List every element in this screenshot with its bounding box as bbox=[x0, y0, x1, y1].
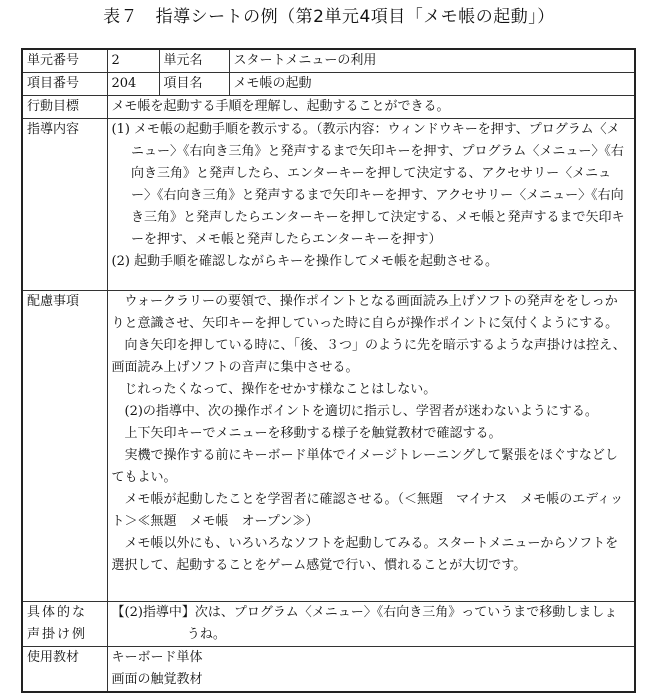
content-item-2: (2) 起動手順を確認しながらキーを操作してメモ帳を起動させる。 bbox=[111, 254, 499, 269]
row-voice-example bbox=[22, 602, 635, 647]
value-behavior-goal: メモ帳を起動する手順を理解し、起動することができる。 bbox=[107, 96, 635, 119]
value-unit-name: スタートメニューの利用 bbox=[229, 49, 635, 73]
label-item-name: 項目名 bbox=[159, 73, 229, 96]
value-item-name: メモ帳の起動 bbox=[229, 73, 635, 96]
label-voice-example-line2: 声掛け例 bbox=[27, 627, 88, 642]
value-materials bbox=[107, 647, 635, 693]
consideration-paragraph: (2)の指導中、次の操作ポイントを適切に指示し、学習者が迷わないようにする。 bbox=[124, 404, 598, 419]
row-item-number bbox=[22, 73, 635, 96]
consideration-paragraph: 実機で操作する前にキーボード単体でイメージトレーニングして緊張をほぐすなどしてもよい。 bbox=[111, 448, 618, 485]
label-voice-example-line1: 具体的な bbox=[27, 605, 88, 620]
value-item-number: 204 bbox=[107, 73, 159, 96]
label-unit-number: 単元番号 bbox=[22, 49, 107, 73]
value-unit-number: 2 bbox=[107, 49, 159, 73]
label-instruction-content: 指導内容 bbox=[22, 119, 107, 291]
guidance-sheet-table bbox=[21, 48, 636, 693]
label-behavior-goal: 行動目標 bbox=[22, 96, 107, 119]
value-voice-example bbox=[107, 602, 635, 647]
label-materials: 使用教材 bbox=[22, 647, 107, 693]
page-title: 表７ 指導シートの例（第2単元4項目「メモ帳の起動」） bbox=[103, 7, 555, 27]
row-considerations bbox=[22, 291, 635, 602]
row-instruction-content bbox=[22, 119, 635, 291]
content-item-1: (1) メモ帳の起動手順を教示する。（教示内容：ウィンドウキーを押す、プログラム〈メニュー〉《右向き三角》と発声するまで矢印キーを押す、プログラム〈メニュー〉《右向き三角》と発声したら、エンターキーを押して決定する、アクセサリー〈メニュー〉《右向き三角》と発声するまで矢印キーを押す、アクセサリー〈メニュー〉《右向き三角》と発声したらエンターキーを押して決定する、メモ帳と発声するまで矢印キーを押す、メモ帳と発声したらエンターキーを押す） bbox=[111, 122, 625, 247]
label-considerations: 配慮事項 bbox=[22, 291, 107, 602]
consideration-paragraph: ウォークラリーの要領で、操作ポイントとなる画面読み上げソフトの発声ををしっかりと意識させ、矢印キーを押していった時に自らが操作ポイントに気付くようにする。 bbox=[111, 294, 619, 331]
value-instruction-content bbox=[107, 119, 635, 291]
consideration-paragraph: 向き矢印を押している時に、「後、３つ」のように先を暗示するような声掛けは控え、画面読み上げソフトの音声に集中させる。 bbox=[111, 338, 626, 375]
label-voice-example bbox=[22, 602, 107, 647]
row-materials bbox=[22, 647, 635, 693]
row-behavior-goal bbox=[22, 96, 635, 119]
consideration-paragraph: メモ帳以外にも、いろいろなソフトを起動してみる。スタートメニューからソフトを選択して、起動することをゲーム感覚で行い、慣れることが大切です。 bbox=[111, 536, 619, 573]
material-item: 画面の触覚教材 bbox=[111, 672, 203, 687]
consideration-paragraph: 上下矢印キーでメニューを移動する様子を触覚教材で確認する。 bbox=[124, 426, 502, 441]
row-unit-number bbox=[22, 49, 635, 73]
consideration-paragraph: メモ帳が起動したことを学習者に確認させる。（＜無題 マイナス メモ帳のエディット＞≪無題 メモ帳 オープン≫） bbox=[111, 492, 624, 529]
material-item: キーボード単体 bbox=[111, 650, 203, 665]
label-item-number: 項目番号 bbox=[22, 73, 107, 96]
value-considerations bbox=[107, 291, 635, 602]
label-unit-name: 単元名 bbox=[159, 49, 229, 73]
voice-example-text: 【(2)指導中】次は、プログラム〈メニュー〉《右向き三角》っていうまで移動しましょうね。 bbox=[111, 605, 618, 642]
consideration-paragraph: じれったくなって、操作をせかす様なことはしない。 bbox=[124, 382, 437, 397]
